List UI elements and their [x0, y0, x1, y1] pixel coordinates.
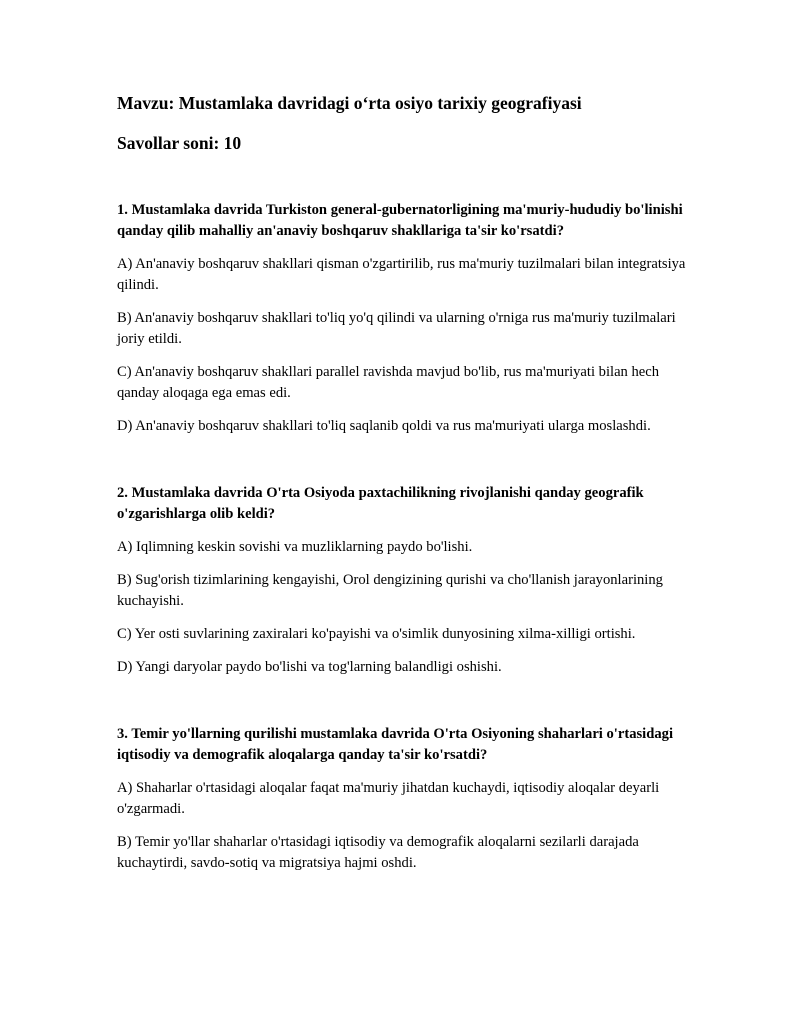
question-1	[117, 200, 692, 437]
question-2	[117, 483, 692, 678]
answer-option-a: A) Shaharlar o'rtasidagi aloqalar faqat ma'muriy jihatdan kuchaydi, iqtisodiy aloqalar deyarli o'zgarmadi.	[117, 780, 660, 817]
answer-option-b: B) An'anaviy boshqaruv shakllari to'liq yo'q qilindi va ularning o'rniga rus ma'muriy tuzilmalari joriy etildi.	[117, 310, 676, 347]
document-title: Mavzu: Mustamlaka davridagi o‘rta osiyo tarixiy geografiyasi	[117, 93, 582, 113]
answer-option-d: D) Yangi daryolar paydo bo'lishi va tog'larning balandligi oshishi.	[117, 659, 502, 675]
answer-option-d: D) An'anaviy boshqaruv shakllari to'liq saqlanib qoldi va rus ma'muriyati ularga moslashdi.	[117, 418, 651, 434]
question-3	[117, 724, 692, 874]
question-text: 3. Temir yo'llarning qurilishi mustamlaka davrida O'rta Osiyoning shaharlari o'rtasidagi iqtisodiy va demografik aloqalarga qanday ta'sir ko'rsatdi?	[117, 726, 673, 763]
answer-option-c: C) An'anaviy boshqaruv shakllari parallel ravishda mavjud bo'lib, rus ma'muriyati bilan hech qanday aloqaga ega emas edi.	[117, 364, 660, 401]
question-text: 2. Mustamlaka davrida O'rta Osiyoda paxtachilikning rivojlanishi qanday geografik o'zgarishlarga olib keldi?	[117, 485, 644, 522]
answer-option-a: A) An'anaviy boshqaruv shakllari qisman o'zgartirilib, rus ma'muriy tuzilmalari bilan integratsiya qilindi.	[117, 256, 686, 293]
question-text: 1. Mustamlaka davrida Turkiston general-gubernatorligining ma'muriy-hududiy bo'linishi qanday qilib mahalliy an'anaviy boshqaruv shakllariga ta'sir ko'rsatdi?	[117, 202, 683, 239]
answer-option-b: B) Temir yo'llar shaharlar o'rtasidagi iqtisodiy va demografik aloqalarni sezilarli darajada kuchaytirdi, savdo-sotiq va migratsiya hajmi oshdi.	[117, 834, 639, 871]
answer-option-c: C) Yer osti suvlarining zaxiralari ko'payishi va o'simlik dunyosining xilma-xilligi ortishi.	[117, 626, 636, 642]
document-page	[117, 92, 692, 874]
answer-option-a: A) Iqlimning keskin sovishi va muzliklarning paydo bo'lishi.	[117, 539, 473, 555]
question-count: Savollar soni: 10	[117, 133, 242, 153]
answer-option-b: B) Sug'orish tizimlarining kengayishi, Orol dengizining qurishi va cho'llanish jarayonlarining kuchayishi.	[117, 572, 663, 609]
